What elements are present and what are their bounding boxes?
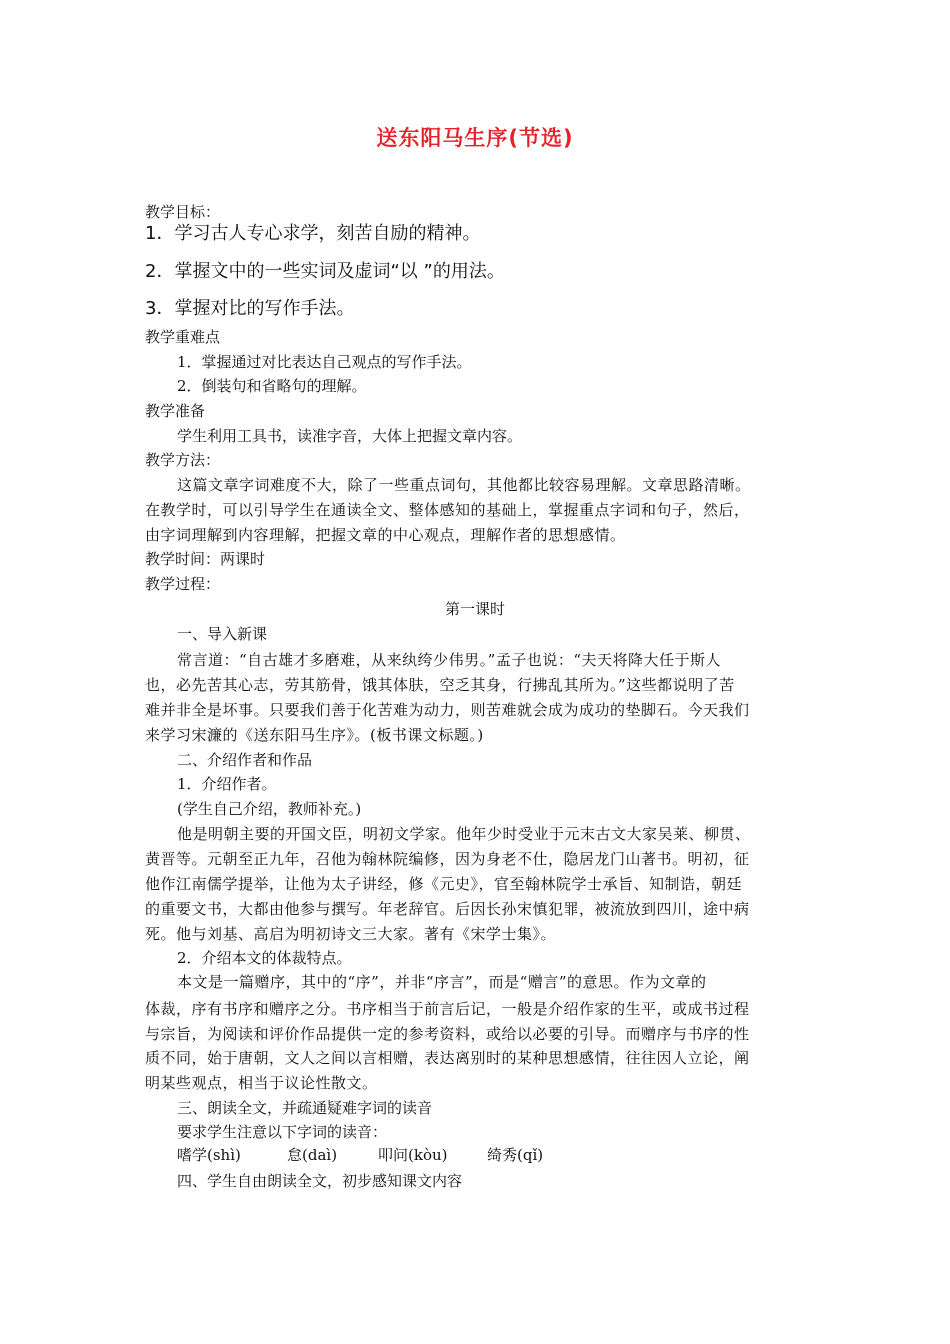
objective-item: 3．掌握对比的写作手法。 xyxy=(145,298,355,319)
section1-line: 也，必先苦其心志，劳其筋骨，饿其体肤，空乏其身，行拂乱其所为。”这些都说明了苦 xyxy=(145,676,735,694)
pronunciation-item: 绮秀(qǐ) xyxy=(487,1146,544,1164)
section1-heading: 一、导入新课 xyxy=(177,625,268,643)
key-point-item: 2．倒装句和省略句的理解。 xyxy=(177,377,367,395)
section2-note: (学生自己介绍，教师补充。) xyxy=(177,800,362,818)
methods-line: 在教学时，可以引导学生在通读全文、整体感知的基础上，掌握重点字词和句子，然后， xyxy=(145,501,750,519)
process-heading: 教学过程： xyxy=(145,575,221,593)
section2-subheading: 2．介绍本文的体裁特点。 xyxy=(177,949,352,967)
objectives-heading: 教学目标： xyxy=(145,203,221,221)
section2-subheading: 1．介绍作者。 xyxy=(177,775,277,793)
lesson-title: 第一课时 xyxy=(444,600,505,618)
genre-line: 质不同，始于唐朝，文人之间以言相赠，表达离别时的某种思想感情，往往因人立论，阐 xyxy=(145,1049,750,1067)
key-point-item: 1．掌握通过对比表达自己观点的写作手法。 xyxy=(177,353,472,371)
section1-line: 来学习宋濂的《送东阳马生序》。(板书课文标题。) xyxy=(145,726,484,744)
author-line: 黄晋等。元朝至正九年，召他为翰林院编修，因为身老不仕，隐居龙门山著书。明初，征 xyxy=(145,850,750,868)
genre-line: 明某些观点，相当于议论性散文。 xyxy=(145,1074,378,1092)
author-line: 的重要文书，大都由他参与撰写。年老辞官。后因长孙宋慎犯罪，被流放到四川，途中病 xyxy=(145,900,750,918)
preparation-heading: 教学准备 xyxy=(145,402,206,420)
methods-line: 这篇文章字词难度不大，除了一些重点词句，其他都比较容易理解。文章思路清晰。 xyxy=(177,476,751,494)
section1-line: 常言道：“自古雄才多磨难，从来纨绔少伟男。”孟子也说：“夫天将降大任于斯人 xyxy=(177,651,722,669)
objective-item: 1．学习古人专心求学，刻苦自励的精神。 xyxy=(145,223,481,244)
teaching-time: 教学时间：两课时 xyxy=(145,550,266,568)
pronunciation-item: 嗜学(shì) xyxy=(177,1146,241,1164)
genre-line: 与宗旨，为阅读和评价作品提供一定的参考资料，或给以必要的引导。而赠序与书序的性 xyxy=(145,1025,750,1043)
objective-item: 2．掌握文中的一些实词及虚词“以 ”的用法。 xyxy=(145,261,505,282)
genre-line: 体裁，序有书序和赠序之分。书序相当于前言后记，一般是介绍作家的生平，或成书过程 xyxy=(145,1000,750,1018)
methods-line: 由字词理解到内容理解，把握文章的中心观点，理解作者的思想感情。 xyxy=(145,526,626,544)
pronunciation-item: 叩问(kòu) xyxy=(378,1146,448,1164)
author-line: 死。他与刘基、高启为明初诗文三大家。著有《宋学士集》。 xyxy=(145,925,557,943)
section3-intro: 要求学生注意以下字词的读音： xyxy=(177,1123,388,1141)
preparation-text: 学生利用工具书，读准字音，大体上把握文章内容。 xyxy=(177,427,523,445)
genre-line: 本文是一篇赠序，其中的“序”，并非“序言”，而是“赠言”的意思。作为文章的 xyxy=(177,973,707,991)
pronunciation-item: 怠(daì) xyxy=(287,1146,338,1164)
author-line: 他作江南儒学提举，让他为太子讲经，修《元史》，官至翰林院学士承旨、知制诰，朝廷 xyxy=(145,875,743,893)
section4-heading: 四、学生自由朗读全文，初步感知课文内容 xyxy=(177,1172,463,1190)
methods-heading: 教学方法： xyxy=(145,451,221,469)
section3-heading: 三、朗读全文，并疏通疑难字词的读音 xyxy=(177,1099,433,1117)
key-points-heading: 教学重难点 xyxy=(145,328,221,346)
section1-line: 难并非全是坏事。只要我们善于化苦难为动力，则苦难就会成为成功的垫脚石。今天我们 xyxy=(145,701,750,719)
author-line: 他是明朝主要的开国文臣，明初文学家。他年少时受业于元末古文大家吴莱、柳贯、 xyxy=(177,825,751,843)
section2-heading: 二、介绍作者和作品 xyxy=(177,751,313,769)
document-title: 送东阳马生序(节选) xyxy=(376,126,574,150)
